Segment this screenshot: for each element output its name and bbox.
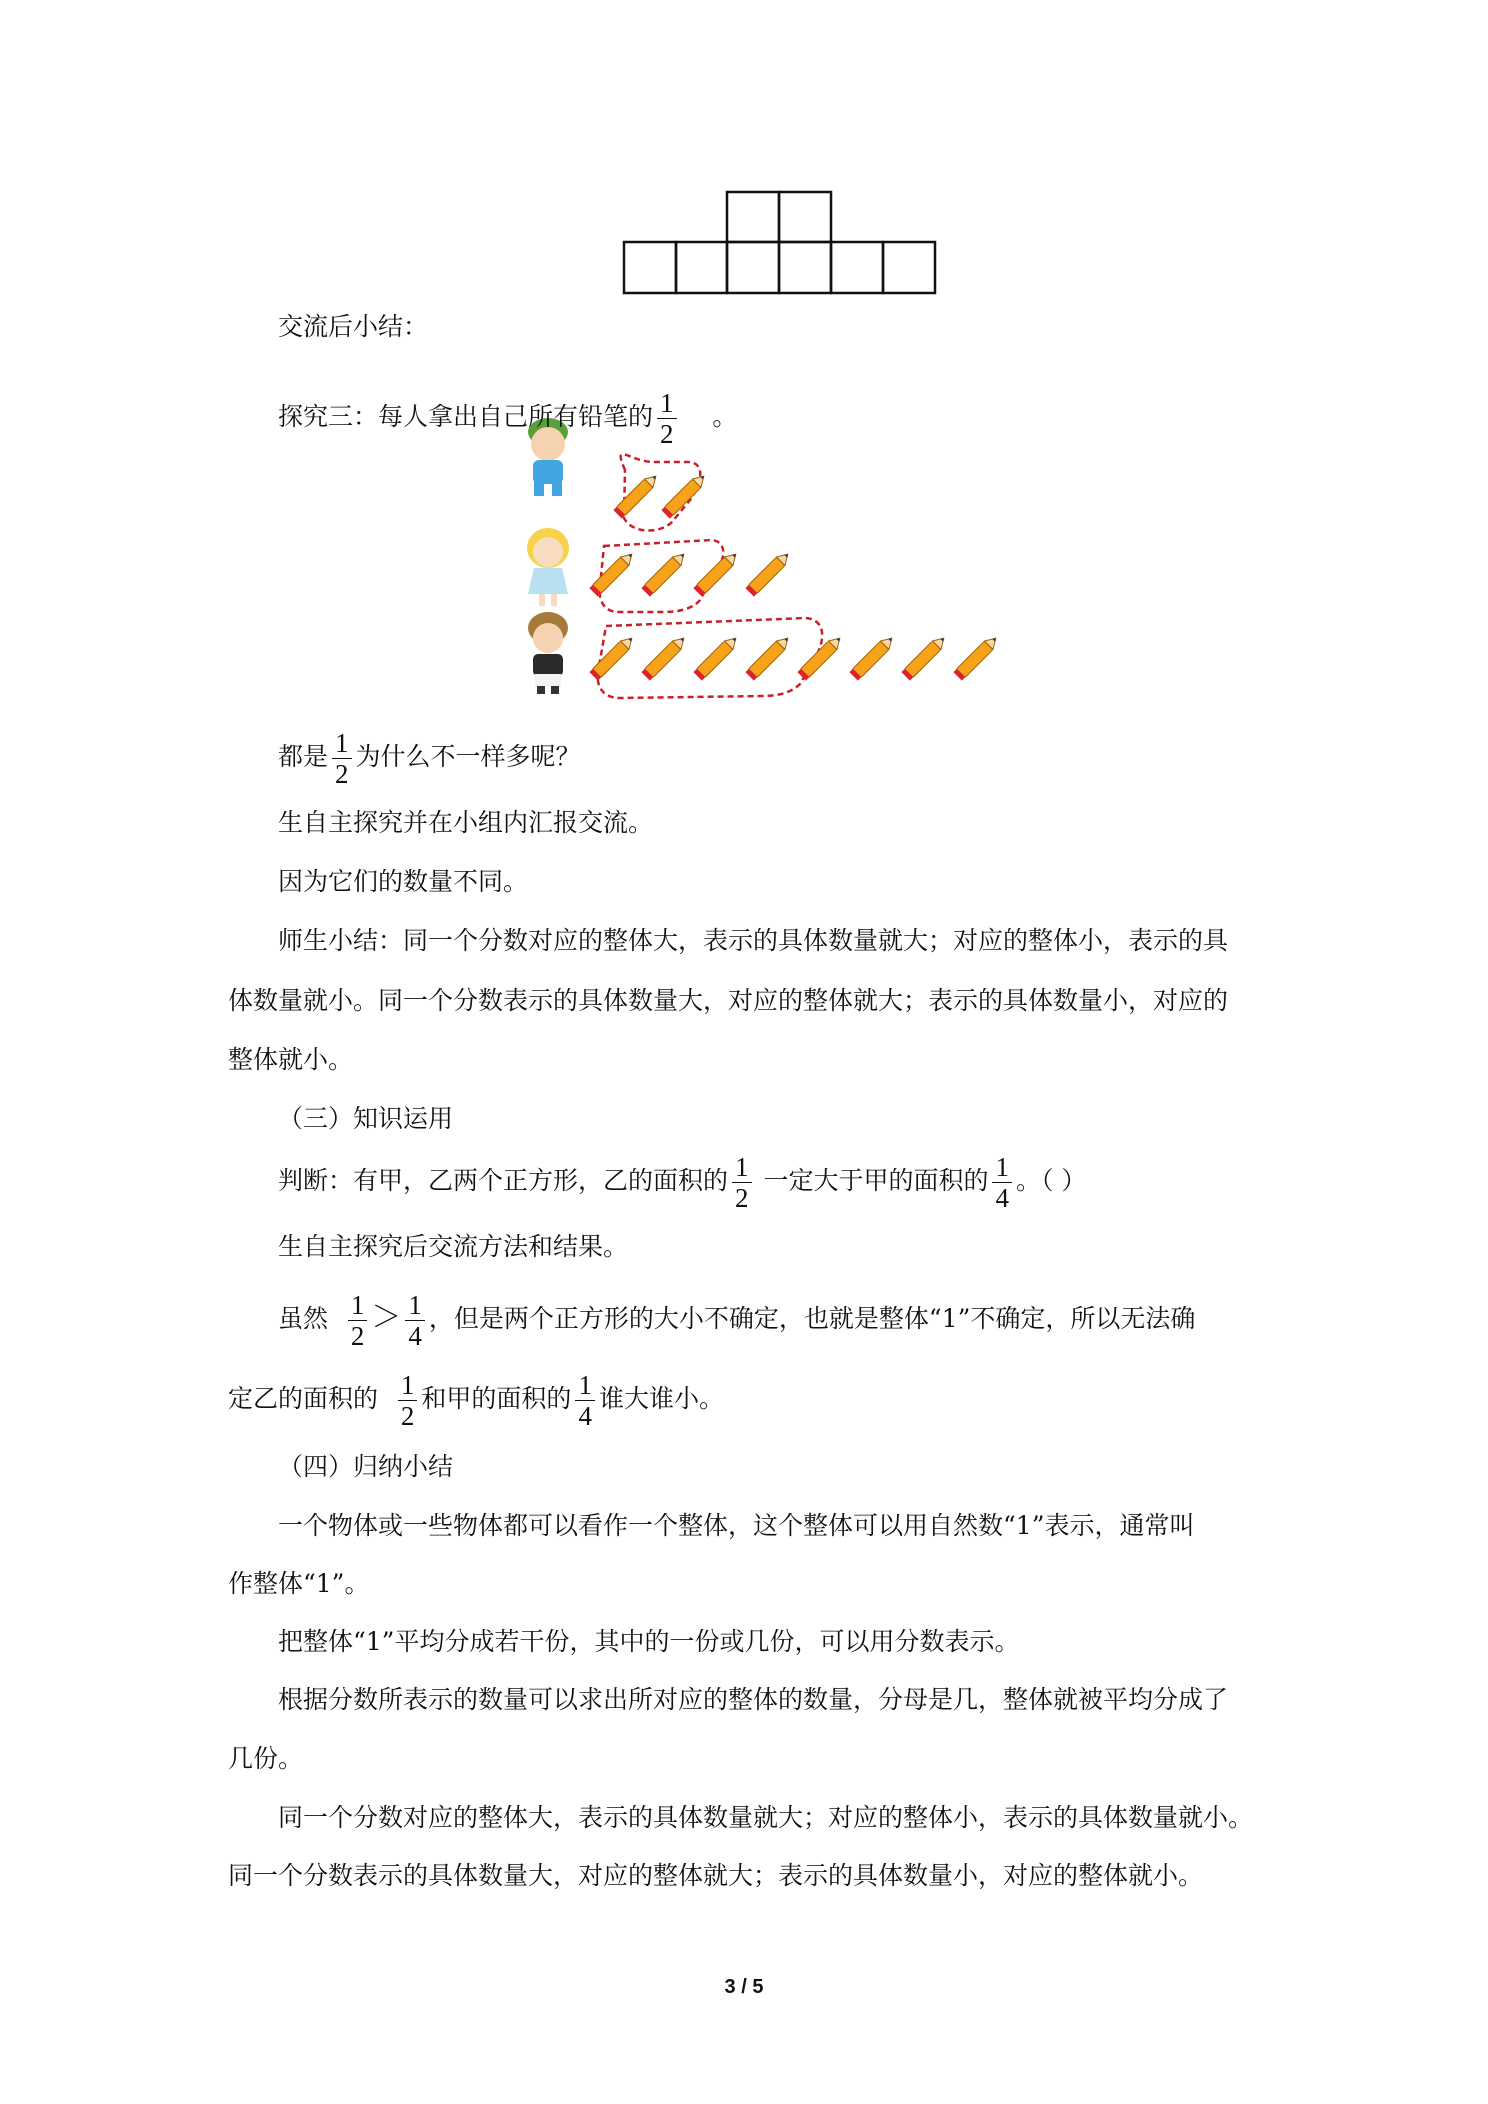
- pencil-icon: [589, 550, 636, 597]
- conclusion-3-line-2: 几份。: [228, 1744, 304, 1773]
- fraction-half: $\frac{1}{2}$: [732, 1152, 752, 1213]
- conclusion-4-line-2: 同一个分数表示的具体数量大，对应的整体就大；表示的具体数量小，对应的整体就小。: [228, 1861, 1204, 1890]
- pencil-icon: [953, 634, 1000, 681]
- page-number: 3 / 5: [724, 1976, 764, 1998]
- fraction-half: $\frac{1}{2}$: [348, 1290, 368, 1351]
- teacher-summary-line-1: 师生小结：同一个分数对应的整体大，表示的具体数量就大；对应的整体小，表示的具: [278, 926, 1229, 955]
- paragraph-reason: 因为它们的数量不同。: [278, 867, 529, 896]
- block-square: [676, 242, 727, 293]
- pencil-icon: [745, 634, 792, 681]
- conclusion-3-line-1: 根据分数所表示的数量可以求出所对应的整体的数量，分母是几，整体就被平均分成了: [278, 1685, 1229, 1714]
- fraction-half: $\frac{1}{2}$: [657, 388, 677, 449]
- fraction-quarter: $\frac{1}{4}$: [992, 1152, 1012, 1213]
- child-2-icon: [527, 528, 569, 606]
- pencil-icon: [613, 472, 660, 519]
- question-line: 都是 $\frac{1}{2}$ 为什么不一样多呢？: [278, 728, 581, 789]
- pencil-icon: [849, 634, 896, 681]
- square-blocks-figure: [0, 0, 1488, 720]
- pencil-icon: [901, 634, 948, 681]
- paragraph-exchange-method: 生自主探究后交流方法和结果。: [278, 1232, 629, 1261]
- conclusion-2: 把整体“1”平均分成若干份，其中的一份或几份，可以用分数表示。: [278, 1627, 1020, 1656]
- pencil-icon: [641, 634, 688, 681]
- fraction-half: $\frac{1}{2}$: [398, 1370, 418, 1431]
- summary-after-discussion: 交流后小结：: [278, 312, 429, 341]
- child-3-icon: [528, 612, 568, 694]
- section-heading-four: （四）归纳小结: [278, 1452, 454, 1481]
- pencil-icon: [693, 634, 740, 681]
- teacher-summary-line-3: 整体就小。: [228, 1045, 354, 1074]
- fraction-half: $\frac{1}{2}$: [332, 728, 352, 789]
- conclusion-1-line-1: 一个物体或一些物体都可以看作一个整体，这个整体可以用自然数“1”表示，通常叫: [278, 1511, 1195, 1540]
- fraction-quarter: $\frac{1}{4}$: [405, 1290, 425, 1351]
- block-square: [779, 242, 831, 293]
- block-square: [831, 242, 883, 293]
- although-line: 虽然 $\frac{1}{2}$ ＞ $\frac{1}{4}$ ，但是两个正方形的大小不确定，也就是整体“1”不确定，所以无法确: [278, 1290, 1196, 1351]
- judgement-line: 判断：有甲，乙两个正方形，乙的面积的 $\frac{1}{2}$ 一定大于甲的面积的 $\frac{1}{4}$ 。（ ）: [278, 1152, 1087, 1213]
- although-line-2: 定乙的面积的 $\frac{1}{2}$ 和甲的面积的 $\frac{1}{4}$ 谁大谁小。: [228, 1370, 724, 1431]
- pencil-icon: [661, 472, 708, 519]
- pencil-icon: [641, 550, 688, 597]
- fraction-quarter: $\frac{1}{4}$: [575, 1370, 595, 1431]
- paragraph-self-explore: 生自主探究并在小组内汇报交流。: [278, 808, 654, 837]
- block-square: [727, 192, 779, 242]
- section-heading-three: （三）知识运用: [278, 1104, 454, 1133]
- block-square: [624, 242, 676, 293]
- explore-three-text: 探究三：每人拿出自己所有铅笔的: [278, 402, 654, 431]
- pencil-icon: [745, 550, 792, 597]
- pencil-icon: [589, 634, 636, 681]
- teacher-summary-line-2: 体数量就小。同一个分数表示的具体数量大，对应的整体就大；表示的具体数量小，对应的: [228, 986, 1229, 1015]
- block-square: [727, 242, 779, 293]
- conclusion-1-line-2: 作整体“1”。: [228, 1569, 370, 1598]
- explore-three-line: 探究三：每人拿出自己所有铅笔的 $\frac{1}{2}$ 。: [278, 388, 738, 449]
- block-square: [883, 242, 935, 293]
- pencil-icon: [693, 550, 740, 597]
- block-square: [779, 192, 831, 242]
- conclusion-4-line-1: 同一个分数对应的整体大，表示的具体数量就大；对应的整体小，表示的具体数量就小。: [278, 1803, 1254, 1832]
